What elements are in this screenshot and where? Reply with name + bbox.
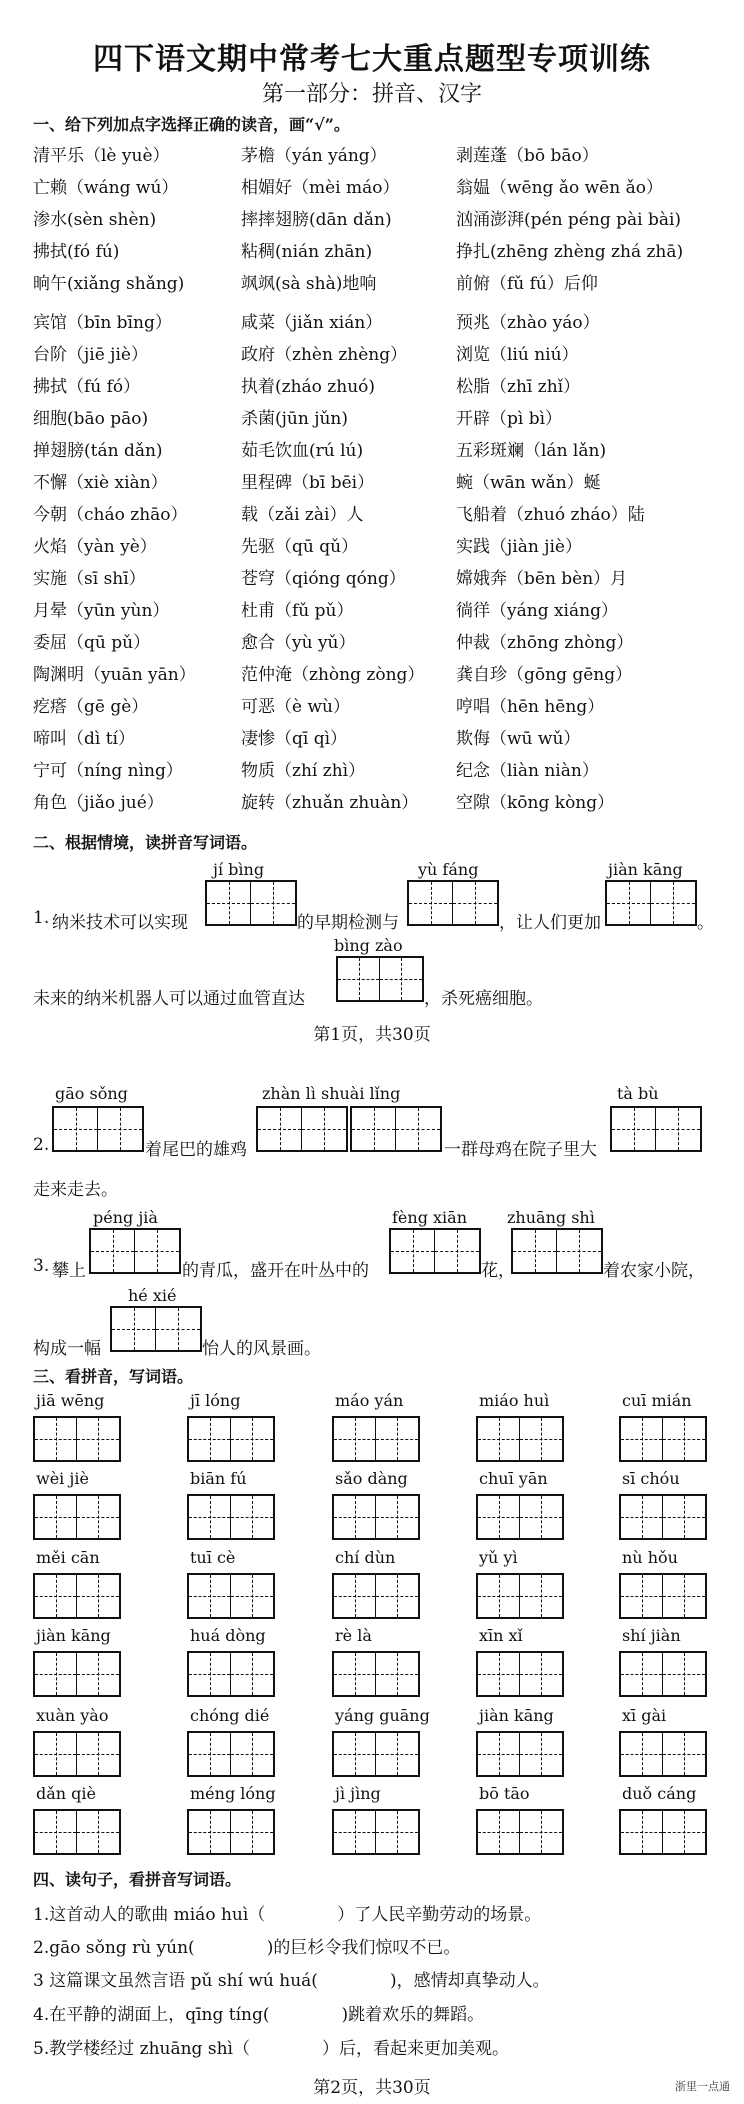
q3-box-1[interactable] xyxy=(89,1228,181,1274)
writing-box[interactable] xyxy=(187,1494,275,1540)
choice-item-r19-c2[interactable]: 凄惨（qī qì） xyxy=(241,729,348,749)
writing-box[interactable] xyxy=(619,1809,707,1855)
q1-text-5: 未来的纳米机器人可以通过血管直达 xyxy=(33,989,305,1009)
choice-item-r3-c2[interactable]: 摔摔翅膀(dān dǎn) xyxy=(241,210,392,230)
q1-pinyin-4: bìng zào xyxy=(334,936,403,955)
choice-item-r13-c1[interactable]: 火焰（yàn yè） xyxy=(33,537,157,557)
sentence-part-b: )的巨杉令我们惊叹不已。 xyxy=(266,1938,461,1958)
q3-text-5: 构成一幅 xyxy=(33,1339,101,1359)
writing-box[interactable] xyxy=(33,1573,121,1619)
q1-pinyin-3: jiàn kāng xyxy=(608,860,683,879)
pinyin-label: yǔ yì xyxy=(479,1548,518,1567)
choice-item-r10-c3[interactable]: 五彩斑斓（lán lǎn) xyxy=(456,441,607,461)
choice-item-r18-c3[interactable]: 哼唱（hēn hēng） xyxy=(456,697,605,717)
choice-item-r12-c1[interactable]: 今朝（cháo zhāo） xyxy=(33,505,188,525)
writing-box[interactable] xyxy=(332,1809,420,1855)
choice-item-r2-c1[interactable]: 亡赖（wáng wú） xyxy=(33,178,179,198)
choice-item-r8-c3[interactable]: 松脂（zhī zhǐ） xyxy=(456,377,581,397)
sentence-part-a: 1.这首动人的歌曲 miáo huì（ xyxy=(33,1905,266,1925)
sentence-item xyxy=(33,2034,509,2059)
pinyin-label: jiàn kāng xyxy=(479,1706,554,1725)
pinyin-label: jī lóng xyxy=(190,1391,241,1410)
pinyin-label: jiàn kāng xyxy=(36,1626,111,1645)
choice-item-r9-c3[interactable]: 开辟（pì bì） xyxy=(456,409,563,429)
choice-item-r13-c3[interactable]: 实践（jiàn jiè） xyxy=(456,537,582,557)
choice-item-r4-c3[interactable]: 挣扎(zhēng zhèng zhá zhā) xyxy=(456,242,684,262)
choice-item-r4-c1[interactable]: 拂拭(fó fú) xyxy=(33,242,120,262)
writing-box[interactable] xyxy=(619,1573,707,1619)
sentence-part-b: ）了人民辛勤劳动的场景。 xyxy=(337,1905,542,1925)
pinyin-label: yáng guāng xyxy=(335,1706,430,1725)
page-subtitle: 第一部分：拼音、汉字 xyxy=(261,82,482,107)
choice-item-r21-c1[interactable]: 角色（jiǎo jué） xyxy=(33,793,164,813)
sentence-part-a: 5.教学楼经过 zhuāng shì（ xyxy=(33,2039,250,2059)
choice-item-r11-c1[interactable]: 不懈（xiè xiàn） xyxy=(33,473,168,493)
writing-box[interactable] xyxy=(619,1651,707,1697)
q2-box-3[interactable] xyxy=(350,1106,442,1152)
section1-title: 一、给下列加点字选择正确的读音，画“√”。 xyxy=(33,115,350,134)
q3-box-2[interactable] xyxy=(389,1228,481,1274)
writing-box[interactable] xyxy=(476,1731,564,1777)
choice-item-r13-c2[interactable]: 先驱（qū qǔ） xyxy=(241,537,359,557)
q2-box-1[interactable] xyxy=(52,1106,144,1152)
q2-box-2[interactable] xyxy=(256,1106,348,1152)
writing-box[interactable] xyxy=(476,1651,564,1697)
writing-box[interactable] xyxy=(33,1494,121,1540)
pinyin-label: sǎo dàng xyxy=(335,1469,408,1488)
q1-box-2[interactable] xyxy=(407,880,499,926)
q3-pinyin-2: fèng xiān xyxy=(392,1208,468,1227)
pinyin-label: jì jìng xyxy=(335,1784,381,1803)
choice-item-r15-c2[interactable]: 杜甫（fǔ pǔ） xyxy=(241,601,354,621)
pinyin-label: bō tāo xyxy=(479,1784,530,1803)
pinyin-label: chuī yān xyxy=(479,1469,548,1488)
writing-box[interactable] xyxy=(187,1731,275,1777)
q2-number: 2. xyxy=(33,1135,50,1155)
writing-box[interactable] xyxy=(332,1651,420,1697)
choice-item-r17-c2[interactable]: 范仲淹（zhòng zòng） xyxy=(241,665,425,685)
choice-item-r10-c2[interactable]: 茹毛饮血(rú lú) xyxy=(241,441,364,461)
q3-text-4: 着农家小院， xyxy=(603,1261,705,1281)
choice-item-r11-c3[interactable]: 蜿（wān wǎn）蜒 xyxy=(456,473,601,493)
q3-text-2: 的青瓜，盛开在叶丛中的 xyxy=(182,1261,369,1281)
writing-box[interactable] xyxy=(33,1731,121,1777)
pinyin-label: cuī mián xyxy=(622,1391,692,1410)
q1-text-2: 的早期检测与 xyxy=(297,913,399,933)
choice-item-r18-c2[interactable]: 可恶（è wù） xyxy=(241,697,350,717)
q1-pinyin-1: jí bìng xyxy=(213,860,265,879)
q1-text-4: 。 xyxy=(697,913,714,933)
writing-box[interactable] xyxy=(476,1494,564,1540)
choice-item-r12-c3[interactable]: 飞船着（zhuó zháo）陆 xyxy=(456,505,645,525)
q1-number: 1. xyxy=(33,908,50,928)
choice-item-r16-c2[interactable]: 愈合（yù yǔ） xyxy=(241,633,356,653)
pinyin-label: měi cān xyxy=(36,1548,100,1567)
sentence-part-b: )跳着欢乐的舞蹈。 xyxy=(341,2005,485,2025)
choice-item-r8-c2[interactable]: 执着(zháo zhuó) xyxy=(241,377,376,397)
pinyin-label: dǎn qiè xyxy=(36,1784,96,1803)
choice-item-r7-c1[interactable]: 台阶（jiē jiè） xyxy=(33,345,148,365)
watermark: 浙里一点通 xyxy=(675,2080,730,2093)
q3-pinyin-1: péng jià xyxy=(93,1208,158,1227)
choice-item-r1-c1[interactable]: 清平乐（lè yuè） xyxy=(33,146,170,166)
choice-item-r2-c3[interactable]: 翁媪（wēng ǎo wēn ǎo） xyxy=(456,178,663,198)
writing-box[interactable] xyxy=(476,1809,564,1855)
q3-text-6: 怡人的风景画。 xyxy=(202,1339,321,1359)
section4-title: 四、读句子，看拼音写词语。 xyxy=(33,1870,242,1889)
q1-box-3[interactable] xyxy=(605,880,697,926)
q1-box-4[interactable] xyxy=(336,956,424,1002)
writing-box[interactable] xyxy=(476,1416,564,1462)
choice-item-r21-c2[interactable]: 旋转（zhuǎn zhuàn） xyxy=(241,793,419,813)
choice-item-r18-c1[interactable]: 疙瘩（gē gè） xyxy=(33,697,149,717)
q1-text-6: ，杀死癌细胞。 xyxy=(424,989,543,1009)
choice-item-r10-c1[interactable]: 掸翅膀(tán dǎn) xyxy=(33,441,163,461)
choice-item-r5-c1[interactable]: 晌午(xiǎng shǎng) xyxy=(33,274,185,294)
pinyin-label: biān fú xyxy=(190,1469,247,1488)
q3-pinyin-3: zhuāng shì xyxy=(507,1208,595,1227)
q3-text-3: 花， xyxy=(481,1261,515,1281)
pinyin-label: duǒ cáng xyxy=(622,1784,697,1803)
choice-item-r21-c3[interactable]: 空隙（kōng kòng） xyxy=(456,793,615,813)
choice-item-r15-c1[interactable]: 月晕（yūn yùn） xyxy=(33,601,170,621)
choice-item-r6-c1[interactable]: 宾馆（bīn bīng） xyxy=(33,313,172,333)
pinyin-label: méng lóng xyxy=(190,1784,276,1803)
writing-box[interactable] xyxy=(33,1416,121,1462)
writing-box[interactable] xyxy=(187,1651,275,1697)
choice-item-r7-c3[interactable]: 浏览（liú niú） xyxy=(456,345,579,365)
choice-item-r6-c3[interactable]: 预兆（zhào yáo） xyxy=(456,313,600,333)
pinyin-label: jiā wēng xyxy=(36,1391,105,1410)
choice-item-r17-c1[interactable]: 陶渊明（yuān yān） xyxy=(33,665,196,685)
pinyin-label: wèi jiè xyxy=(36,1469,89,1488)
writing-box[interactable] xyxy=(33,1651,121,1697)
sentence-item xyxy=(33,1933,460,1958)
choice-item-r7-c2[interactable]: 政府（zhèn zhèng） xyxy=(241,345,408,365)
pinyin-label: shí jiàn xyxy=(622,1626,681,1645)
sentence-item xyxy=(33,1900,541,1925)
sentence-part-a: 2.gāo sǒng rù yún( xyxy=(33,1938,195,1958)
writing-box[interactable] xyxy=(332,1573,420,1619)
q3-number: 3. xyxy=(33,1256,50,1276)
q3-box-3[interactable] xyxy=(511,1228,603,1274)
choice-item-r19-c1[interactable]: 啼叫（dì tí） xyxy=(33,729,135,749)
choice-item-r14-c3[interactable]: 嫦娥奔（bēn bèn）月 xyxy=(456,569,628,589)
pinyin-label: xuàn yào xyxy=(36,1706,109,1725)
page-number-1: 第1页，共30页 xyxy=(313,1025,431,1045)
sentence-item xyxy=(33,1966,550,1991)
choice-item-r20-c1[interactable]: 宁可（níng nìng） xyxy=(33,761,183,781)
choice-item-r20-c3[interactable]: 纪念（liàn niàn） xyxy=(456,761,599,781)
choice-item-r1-c2[interactable]: 茅檐（yán yáng） xyxy=(241,146,387,166)
writing-box[interactable] xyxy=(619,1731,707,1777)
page-number-2: 第2页，共30页 xyxy=(313,2078,431,2098)
q2-pinyin-2: zhàn lì shuài lǐng xyxy=(262,1084,401,1103)
sentence-part-b: )，感情却真挚动人。 xyxy=(389,1971,550,1991)
q2-text-1: 着尾巴的雄鸡 xyxy=(145,1140,247,1160)
writing-box[interactable] xyxy=(187,1416,275,1462)
choice-item-r5-c3[interactable]: 前俯（fǔ fú）后仰 xyxy=(456,274,598,294)
choice-item-r16-c1[interactable]: 委屈（qū pǔ） xyxy=(33,633,151,653)
choice-item-r6-c2[interactable]: 咸菜（jiǎn xián） xyxy=(241,313,383,333)
choice-item-r4-c2[interactable]: 粘稠(nián zhān) xyxy=(241,242,373,262)
pinyin-label: chí dùn xyxy=(335,1548,396,1567)
writing-box[interactable] xyxy=(332,1416,420,1462)
pinyin-label: sī chóu xyxy=(622,1469,680,1488)
choice-item-r3-c1[interactable]: 渗水(sèn shèn) xyxy=(33,210,157,230)
writing-box[interactable] xyxy=(187,1809,275,1855)
q2-text-3: 走来走去。 xyxy=(33,1180,118,1200)
pinyin-label: rè là xyxy=(335,1626,372,1645)
pinyin-label: nù hǒu xyxy=(622,1548,678,1567)
pinyin-label: máo yán xyxy=(335,1391,404,1410)
page-title: 四下语文期中常考七大重点题型专项训练 xyxy=(93,42,651,77)
section3-title: 三、看拼音，写词语。 xyxy=(33,1367,194,1386)
writing-box[interactable] xyxy=(619,1494,707,1540)
pinyin-label: tuī cè xyxy=(190,1548,236,1567)
sentence-part-a: 3 这篇课文虽然言语 pǔ shí wú huá( xyxy=(33,1971,318,1991)
choice-item-r5-c2[interactable]: 飒飒(sà shà)地响 xyxy=(241,274,377,294)
q1-box-1[interactable] xyxy=(205,880,297,926)
sentence-part-a: 4.在平静的湖面上，qīng tíng( xyxy=(33,2005,270,2025)
choice-item-r1-c3[interactable]: 剥莲蓬（bō bāo） xyxy=(456,146,599,166)
pinyin-label: xīn xǐ xyxy=(479,1626,523,1645)
choice-item-r3-c3[interactable]: 汹涌澎湃(pén péng pài bài) xyxy=(456,210,682,230)
writing-box[interactable] xyxy=(187,1573,275,1619)
choice-item-r9-c2[interactable]: 杀菌(jūn jǔn) xyxy=(241,409,349,429)
choice-item-r8-c1[interactable]: 拂拭（fú fó） xyxy=(33,377,141,397)
choice-item-r16-c3[interactable]: 仲裁（zhōng zhòng） xyxy=(456,633,634,653)
q1-pinyin-2: yù fáng xyxy=(418,860,479,879)
choice-item-r14-c1[interactable]: 实施（sī shī） xyxy=(33,569,146,589)
writing-box[interactable] xyxy=(619,1416,707,1462)
choice-item-r19-c3[interactable]: 欺侮（wū wǔ） xyxy=(456,729,581,749)
choice-item-r20-c2[interactable]: 物质（zhí zhì） xyxy=(241,761,366,781)
pinyin-label: chóng dié xyxy=(190,1706,270,1725)
section2-title: 二、根据情境，读拼音写词语。 xyxy=(33,833,258,852)
choice-item-r2-c2[interactable]: 相媚好（mèi máo） xyxy=(241,178,400,198)
q1-text-3: ，让人们更加 xyxy=(499,913,601,933)
q2-pinyin-1: gāo sǒng xyxy=(55,1084,128,1103)
q2-box-4[interactable] xyxy=(610,1106,702,1152)
q1-text-1: 纳米技术可以实现 xyxy=(52,913,188,933)
writing-box[interactable] xyxy=(332,1494,420,1540)
choice-item-r12-c2[interactable]: 载（zǎi zài）人 xyxy=(241,505,364,525)
writing-box[interactable] xyxy=(476,1573,564,1619)
q2-pinyin-3: tà bù xyxy=(617,1084,659,1103)
choice-item-r15-c3[interactable]: 徜徉（yáng xiáng） xyxy=(456,601,618,621)
sentence-item xyxy=(33,2000,484,2025)
q3-box-4[interactable] xyxy=(110,1306,202,1352)
choice-item-r9-c1[interactable]: 细胞(bāo pāo) xyxy=(33,409,149,429)
writing-box[interactable] xyxy=(33,1809,121,1855)
pinyin-label: xī gài xyxy=(622,1706,667,1725)
choice-item-r17-c3[interactable]: 龚自珍（gōng gēng） xyxy=(456,665,633,685)
writing-box[interactable] xyxy=(332,1731,420,1777)
sentence-part-b: ）后，看起来更加美观。 xyxy=(321,2039,509,2059)
pinyin-label: miáo huì xyxy=(479,1391,550,1410)
q3-pinyin-4: hé xié xyxy=(128,1286,177,1305)
q3-text-1: 攀上 xyxy=(52,1261,86,1281)
choice-item-r11-c2[interactable]: 里程碑（bī bēi） xyxy=(241,473,375,493)
pinyin-label: huá dòng xyxy=(190,1626,266,1645)
q2-text-2: 一群母鸡在院子里大 xyxy=(444,1140,597,1160)
choice-item-r14-c2[interactable]: 苍穹（qióng qóng） xyxy=(241,569,406,589)
